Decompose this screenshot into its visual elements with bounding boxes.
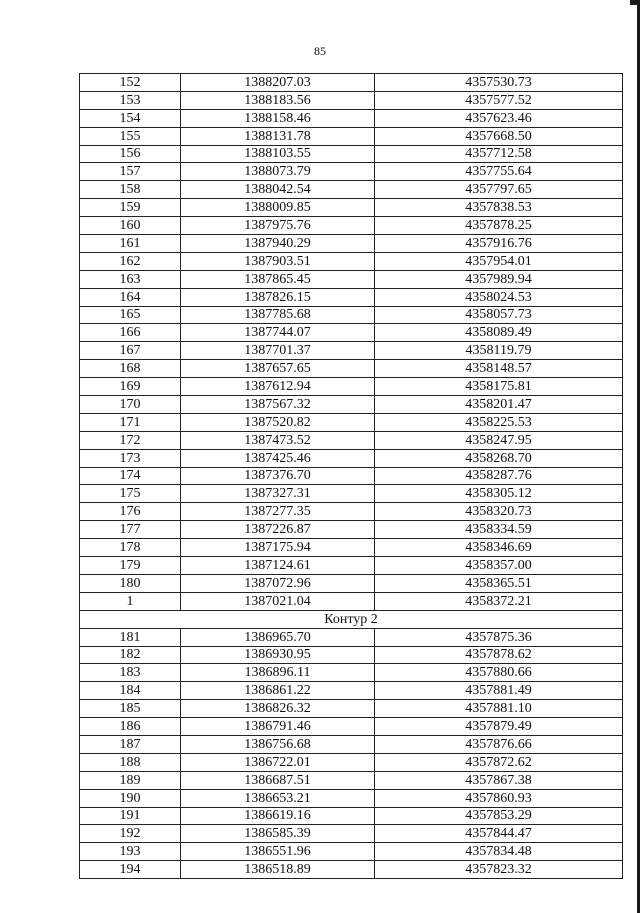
x-coordinate-cell: 1387657.65 <box>181 360 375 378</box>
x-coordinate-cell: 1388131.78 <box>181 127 375 145</box>
point-number-cell: 189 <box>80 771 181 789</box>
point-number-cell: 170 <box>80 396 181 414</box>
y-coordinate-cell: 4357712.58 <box>375 145 623 163</box>
y-coordinate-cell: 4357755.64 <box>375 163 623 181</box>
x-coordinate-cell: 1388042.54 <box>181 181 375 199</box>
table-row <box>80 521 623 539</box>
y-coordinate-cell: 4358175.81 <box>375 378 623 396</box>
table-row <box>80 288 623 306</box>
point-number-cell: 160 <box>80 217 181 235</box>
y-coordinate-cell: 4357880.66 <box>375 664 623 682</box>
point-number-cell: 193 <box>80 843 181 861</box>
x-coordinate-cell: 1387226.87 <box>181 521 375 539</box>
point-number-cell: 178 <box>80 539 181 557</box>
y-coordinate-cell: 4357834.48 <box>375 843 623 861</box>
y-coordinate-cell: 4358201.47 <box>375 396 623 414</box>
table-row <box>80 270 623 288</box>
point-number-cell: 162 <box>80 252 181 270</box>
x-coordinate-cell: 1387865.45 <box>181 270 375 288</box>
x-coordinate-cell: 1386791.46 <box>181 718 375 736</box>
table-row <box>80 557 623 575</box>
page-number: 85 <box>314 44 326 58</box>
table-row <box>80 646 623 664</box>
point-number-cell: 169 <box>80 378 181 396</box>
y-coordinate-cell: 4357879.49 <box>375 718 623 736</box>
y-coordinate-cell: 4357875.36 <box>375 628 623 646</box>
point-number-cell: 187 <box>80 735 181 753</box>
table-row <box>80 574 623 592</box>
x-coordinate-cell: 1386619.16 <box>181 807 375 825</box>
point-number-cell: 182 <box>80 646 181 664</box>
table-row <box>80 861 623 879</box>
y-coordinate-cell: 4358287.76 <box>375 467 623 485</box>
table-row <box>80 109 623 127</box>
x-coordinate-cell: 1386551.96 <box>181 843 375 861</box>
x-coordinate-cell: 1386585.39 <box>181 825 375 843</box>
table-row <box>80 163 623 181</box>
table-row <box>80 217 623 235</box>
y-coordinate-cell: 4357797.65 <box>375 181 623 199</box>
point-number-cell: 152 <box>80 74 181 92</box>
table-row <box>80 467 623 485</box>
y-coordinate-cell: 4357881.10 <box>375 700 623 718</box>
y-coordinate-cell: 4358225.53 <box>375 413 623 431</box>
x-coordinate-cell: 1387327.31 <box>181 485 375 503</box>
x-coordinate-cell: 1388158.46 <box>181 109 375 127</box>
point-number-cell: 176 <box>80 503 181 521</box>
point-number-cell: 166 <box>80 324 181 342</box>
point-number-cell: 167 <box>80 342 181 360</box>
y-coordinate-cell: 4358365.51 <box>375 574 623 592</box>
x-coordinate-cell: 1387744.07 <box>181 324 375 342</box>
y-coordinate-cell: 4358334.59 <box>375 521 623 539</box>
table-row <box>80 360 623 378</box>
point-number-cell: 163 <box>80 270 181 288</box>
table-row <box>80 700 623 718</box>
section-title: Контур 2 <box>80 610 623 628</box>
x-coordinate-cell: 1387473.52 <box>181 431 375 449</box>
x-coordinate-cell: 1388103.55 <box>181 145 375 163</box>
table-row <box>80 485 623 503</box>
x-coordinate-cell: 1387975.76 <box>181 217 375 235</box>
point-number-cell: 179 <box>80 557 181 575</box>
table-row <box>80 735 623 753</box>
y-coordinate-cell: 4357577.52 <box>375 91 623 109</box>
y-coordinate-cell: 4358089.49 <box>375 324 623 342</box>
y-coordinate-cell: 4358148.57 <box>375 360 623 378</box>
y-coordinate-cell: 4357530.73 <box>375 74 623 92</box>
table-row <box>80 449 623 467</box>
point-number-cell: 165 <box>80 306 181 324</box>
y-coordinate-cell: 4357623.46 <box>375 109 623 127</box>
point-number-cell: 159 <box>80 199 181 217</box>
x-coordinate-cell: 1387940.29 <box>181 235 375 253</box>
table-row <box>80 807 623 825</box>
x-coordinate-cell: 1387612.94 <box>181 378 375 396</box>
x-coordinate-cell: 1386756.68 <box>181 735 375 753</box>
table-row <box>80 539 623 557</box>
point-number-cell: 186 <box>80 718 181 736</box>
table-row <box>80 199 623 217</box>
y-coordinate-cell: 4357867.38 <box>375 771 623 789</box>
table-row <box>80 324 623 342</box>
point-number-cell: 184 <box>80 682 181 700</box>
table-row <box>80 378 623 396</box>
point-number-cell: 194 <box>80 861 181 879</box>
table-row <box>80 592 623 610</box>
table-row <box>80 825 623 843</box>
y-coordinate-cell: 4357954.01 <box>375 252 623 270</box>
y-coordinate-cell: 4357668.50 <box>375 127 623 145</box>
x-coordinate-cell: 1386861.22 <box>181 682 375 700</box>
y-coordinate-cell: 4357844.47 <box>375 825 623 843</box>
x-coordinate-cell: 1387903.51 <box>181 252 375 270</box>
x-coordinate-cell: 1388009.85 <box>181 199 375 217</box>
section-row <box>80 610 623 628</box>
coordinate-table-body <box>80 74 623 879</box>
point-number-cell: 177 <box>80 521 181 539</box>
y-coordinate-cell: 4357823.32 <box>375 861 623 879</box>
y-coordinate-cell: 4357878.62 <box>375 646 623 664</box>
x-coordinate-cell: 1387021.04 <box>181 592 375 610</box>
table-row <box>80 771 623 789</box>
point-number-cell: 190 <box>80 789 181 807</box>
x-coordinate-cell: 1387425.46 <box>181 449 375 467</box>
scan-border-corner <box>630 0 640 5</box>
x-coordinate-cell: 1387277.35 <box>181 503 375 521</box>
y-coordinate-cell: 4358305.12 <box>375 485 623 503</box>
point-number-cell: 173 <box>80 449 181 467</box>
point-number-cell: 191 <box>80 807 181 825</box>
point-number-cell: 188 <box>80 753 181 771</box>
x-coordinate-cell: 1388073.79 <box>181 163 375 181</box>
table-row <box>80 843 623 861</box>
y-coordinate-cell: 4357872.62 <box>375 753 623 771</box>
point-number-cell: 174 <box>80 467 181 485</box>
point-number-cell: 175 <box>80 485 181 503</box>
point-number-cell: 155 <box>80 127 181 145</box>
point-number-cell: 171 <box>80 413 181 431</box>
x-coordinate-cell: 1387520.82 <box>181 413 375 431</box>
x-coordinate-cell: 1387567.32 <box>181 396 375 414</box>
y-coordinate-cell: 4357838.53 <box>375 199 623 217</box>
x-coordinate-cell: 1386518.89 <box>181 861 375 879</box>
point-number-cell: 157 <box>80 163 181 181</box>
point-number-cell: 185 <box>80 700 181 718</box>
table-row <box>80 396 623 414</box>
point-number-cell: 172 <box>80 431 181 449</box>
point-number-cell: 180 <box>80 574 181 592</box>
point-number-cell: 158 <box>80 181 181 199</box>
table-row <box>80 682 623 700</box>
x-coordinate-cell: 1387072.96 <box>181 574 375 592</box>
point-number-cell: 181 <box>80 628 181 646</box>
point-number-cell: 1 <box>80 592 181 610</box>
x-coordinate-cell: 1388183.56 <box>181 91 375 109</box>
table-row <box>80 789 623 807</box>
table-row <box>80 753 623 771</box>
x-coordinate-cell: 1387175.94 <box>181 539 375 557</box>
point-number-cell: 153 <box>80 91 181 109</box>
table-row <box>80 91 623 109</box>
y-coordinate-cell: 4357881.49 <box>375 682 623 700</box>
table-row <box>80 74 623 92</box>
y-coordinate-cell: 4358057.73 <box>375 306 623 324</box>
table-row <box>80 718 623 736</box>
x-coordinate-cell: 1386653.21 <box>181 789 375 807</box>
y-coordinate-cell: 4357916.76 <box>375 235 623 253</box>
x-coordinate-cell: 1387376.70 <box>181 467 375 485</box>
table-row <box>80 145 623 163</box>
x-coordinate-cell: 1387124.61 <box>181 557 375 575</box>
coordinate-table <box>79 73 623 879</box>
y-coordinate-cell: 4358024.53 <box>375 288 623 306</box>
point-number-cell: 164 <box>80 288 181 306</box>
x-coordinate-cell: 1388207.03 <box>181 74 375 92</box>
table-row <box>80 431 623 449</box>
table-row <box>80 181 623 199</box>
table-row <box>80 127 623 145</box>
y-coordinate-cell: 4358268.70 <box>375 449 623 467</box>
point-number-cell: 156 <box>80 145 181 163</box>
y-coordinate-cell: 4357853.29 <box>375 807 623 825</box>
y-coordinate-cell: 4358320.73 <box>375 503 623 521</box>
x-coordinate-cell: 1387701.37 <box>181 342 375 360</box>
x-coordinate-cell: 1386687.51 <box>181 771 375 789</box>
y-coordinate-cell: 4357860.93 <box>375 789 623 807</box>
point-number-cell: 183 <box>80 664 181 682</box>
y-coordinate-cell: 4357876.66 <box>375 735 623 753</box>
table-row <box>80 413 623 431</box>
y-coordinate-cell: 4358119.79 <box>375 342 623 360</box>
point-number-cell: 154 <box>80 109 181 127</box>
y-coordinate-cell: 4358247.95 <box>375 431 623 449</box>
x-coordinate-cell: 1386826.32 <box>181 700 375 718</box>
y-coordinate-cell: 4357989.94 <box>375 270 623 288</box>
y-coordinate-cell: 4358372.21 <box>375 592 623 610</box>
x-coordinate-cell: 1386722.01 <box>181 753 375 771</box>
table-row <box>80 306 623 324</box>
table-row <box>80 503 623 521</box>
table-row <box>80 342 623 360</box>
point-number-cell: 161 <box>80 235 181 253</box>
x-coordinate-cell: 1387826.15 <box>181 288 375 306</box>
table-row <box>80 628 623 646</box>
table-row <box>80 235 623 253</box>
x-coordinate-cell: 1386896.11 <box>181 664 375 682</box>
x-coordinate-cell: 1387785.68 <box>181 306 375 324</box>
y-coordinate-cell: 4358346.69 <box>375 539 623 557</box>
x-coordinate-cell: 1386965.70 <box>181 628 375 646</box>
y-coordinate-cell: 4357878.25 <box>375 217 623 235</box>
y-coordinate-cell: 4358357.00 <box>375 557 623 575</box>
x-coordinate-cell: 1386930.95 <box>181 646 375 664</box>
table-row <box>80 664 623 682</box>
table-row <box>80 252 623 270</box>
point-number-cell: 192 <box>80 825 181 843</box>
point-number-cell: 168 <box>80 360 181 378</box>
